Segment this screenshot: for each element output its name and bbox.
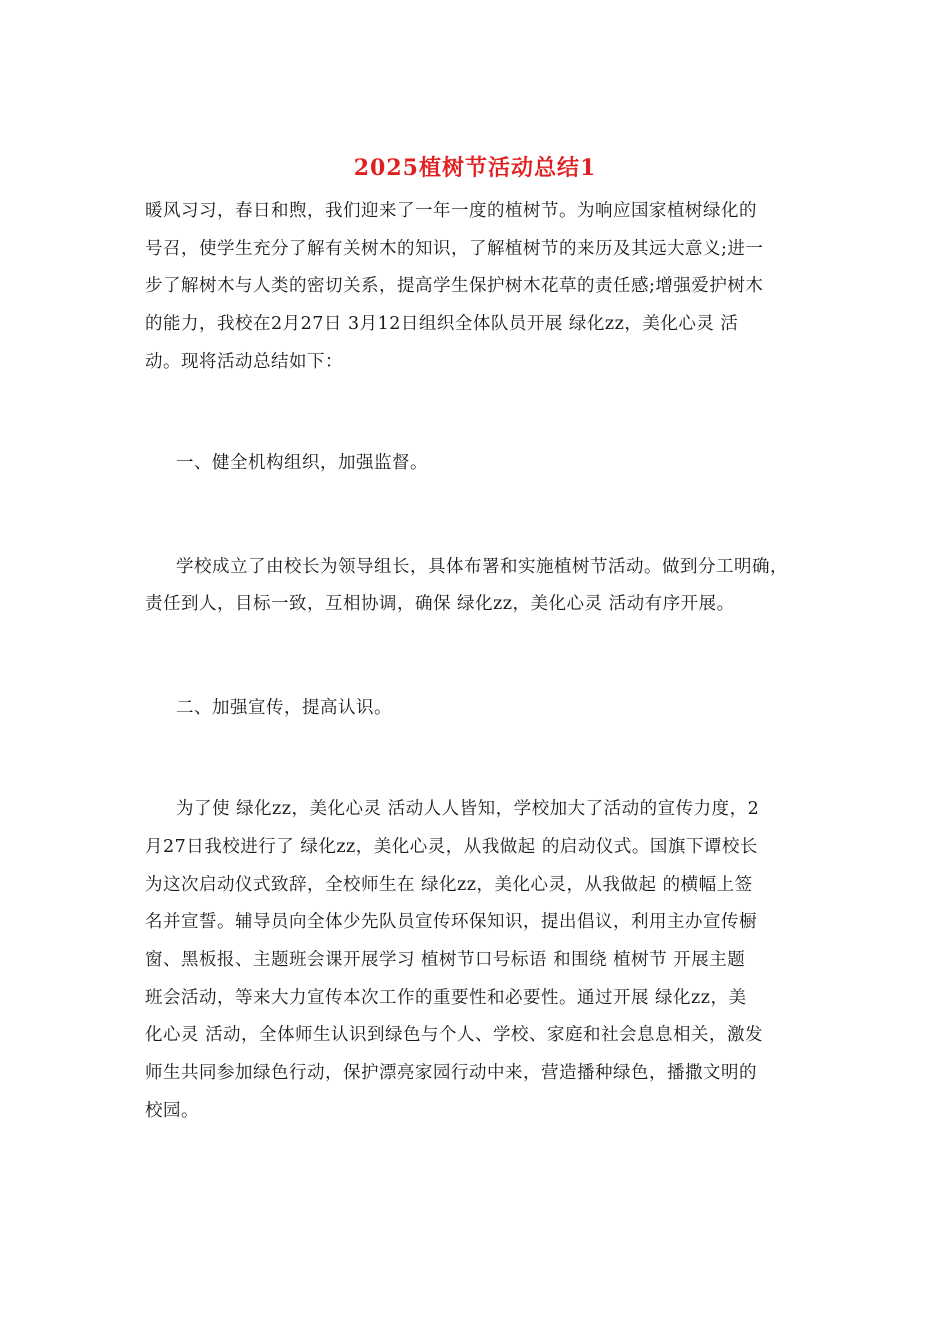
paragraph-line: 月27日我校进行了 绿化zz，美化心灵，从我做起 的启动仪式。国旗下谭校长: [145, 837, 758, 857]
intro-line: 动。现将活动总结如下：: [145, 352, 343, 372]
paragraph-line: 师生共同参加绿色行动，保护漂亮家园行动中来，营造播种绿色，播撒文明的: [145, 1063, 757, 1083]
intro-line: 步了解树木与人类的密切关系，提高学生保护树木花草的责任感;增强爱护树木: [145, 276, 764, 296]
intro-line: 暖风习习，春日和煦，我们迎来了一年一度的植树节。为响应国家植树绿化的: [145, 201, 757, 221]
paragraph-line: 窗、黑板报、主题班会课开展学习 植树节口号标语 和围绕 植树节 开展主题: [145, 950, 746, 970]
paragraph-line: 为了使 绿化zz，美化心灵 活动人人皆知，学校加大了活动的宣传力度，2: [176, 799, 760, 819]
paragraph-line: 学校成立了由校长为领导组长，具体布署和实施植树节活动。做到分工明确，: [176, 557, 788, 577]
paragraph-line: 责任到人，目标一致，互相协调，确保 绿化zz，美化心灵 活动有序开展。: [145, 594, 735, 614]
paragraph-line: 校园。: [145, 1101, 199, 1121]
paragraph-line: 名并宣誓。辅导员向全体少先队员宣传环保知识，提出倡议，利用主办宣传橱: [145, 912, 757, 932]
section-heading: 一、健全机构组织，加强监督。: [176, 453, 428, 473]
paragraph-line: 为这次启动仪式致辞，全校师生在 绿化zz，美化心灵，从我做起 的横幅上签: [145, 875, 753, 895]
document-title: 2025植树节活动总结1: [353, 155, 597, 181]
intro-line: 号召，使学生充分了解有关树木的知识，了解植树节的来历及其远大意义;进一: [145, 239, 764, 259]
paragraph-line: 班会活动，等来大力宣传本次工作的重要性和必要性。通过开展 绿化zz，美: [145, 988, 747, 1008]
paragraph-line: 化心灵 活动，全体师生认识到绿色与个人、学校、家庭和社会息息相关，激发: [145, 1025, 764, 1045]
section-heading: 二、加强宣传，提高认识。: [176, 698, 392, 718]
intro-line: 的能力，我校在2月27日 3月12日组织全体队员开展 绿化zz，美化心灵 活: [145, 314, 739, 334]
